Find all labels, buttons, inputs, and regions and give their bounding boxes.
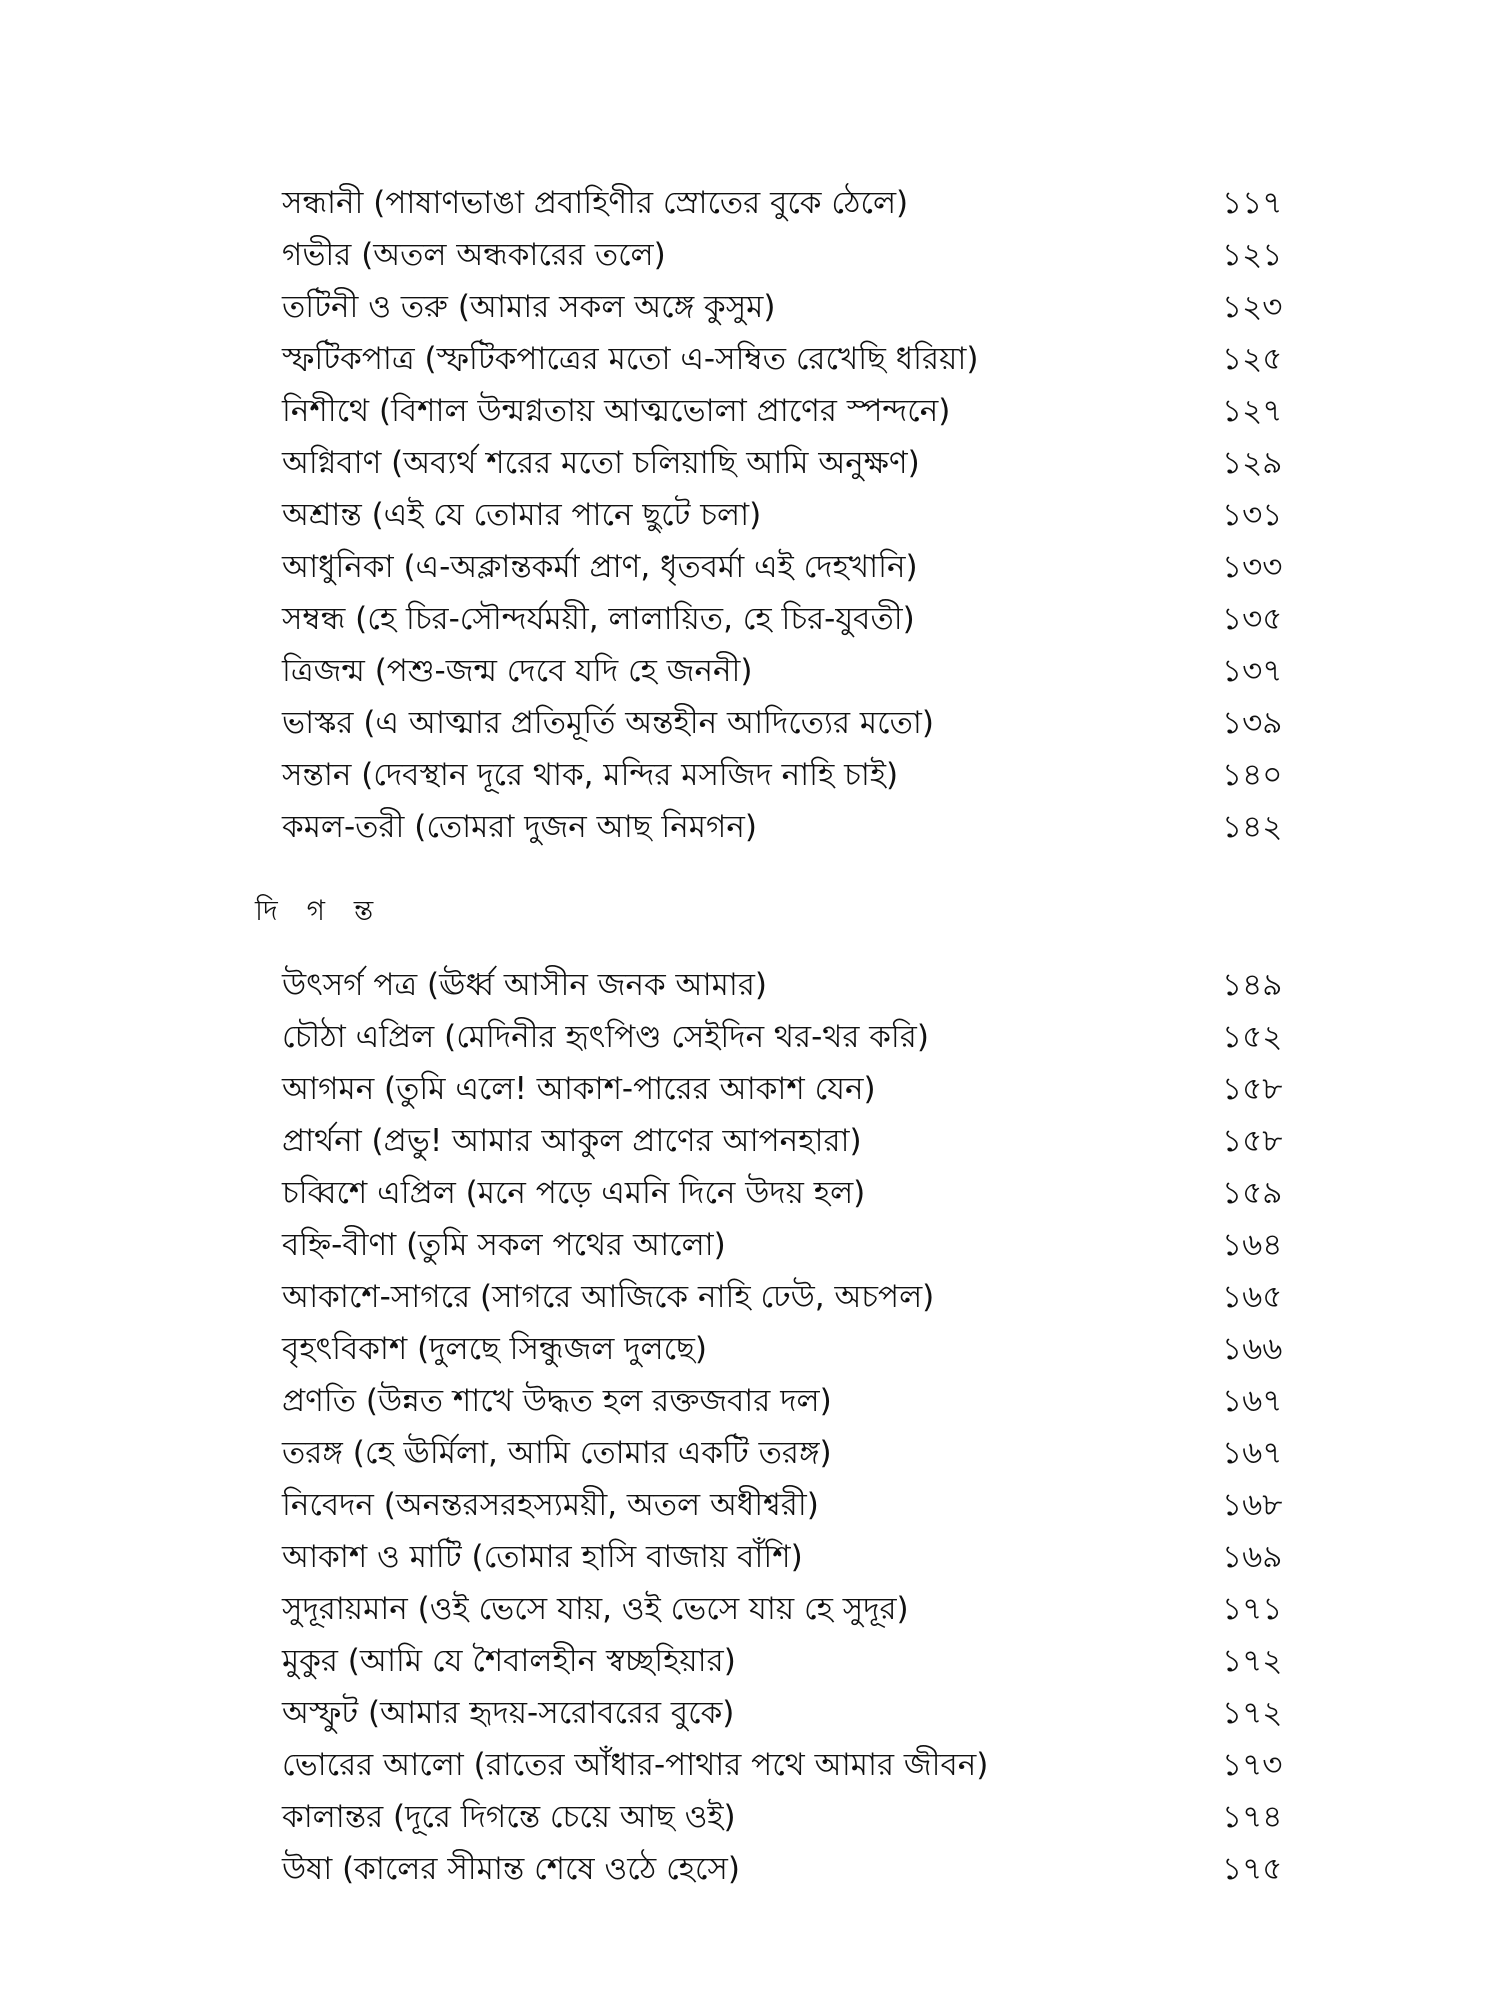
toc-entry [0,1739,1500,1791]
entry-title: আগমন (তুমি এলে! আকাশ-পারের আকাশ যেন) [282,1071,876,1107]
toc-entry [0,1531,1500,1583]
toc-entry [0,1479,1500,1531]
entry-page-number: ১৩৭ [1222,653,1283,689]
entry-title: প্রণতি (উন্নত শাখে উদ্ধত হল রক্তজবার দল) [282,1383,832,1419]
entry-page-number: ১৫৯ [1222,1175,1283,1211]
toc-entry [0,697,1500,749]
entry-title: কমল-তরী (তোমরা দুজন আছ নিমগন) [282,809,757,845]
entry-title: অস্ফুট (আমার হৃদয়-সরোবরের বুকে) [282,1695,735,1731]
entry-title: সম্বন্ধ (হে চির-সৌন্দর্যময়ী, লালায়িত, হে চির-যুবতী) [282,601,915,637]
toc-entry [0,1219,1500,1271]
entry-page-number: ১৬৮ [1222,1487,1283,1523]
entry-title: আধুনিকা (এ-অক্লান্তকর্মা প্রাণ, ধৃতবর্মা এই দেহখানি) [282,549,918,585]
entry-page-number: ১২৫ [1222,341,1283,377]
toc-section-digonto [0,959,1500,1895]
entry-page-number: ১৫২ [1222,1019,1283,1055]
entry-page-number: ১৫৮ [1222,1071,1283,1107]
toc-entry [0,1687,1500,1739]
toc-entry [0,541,1500,593]
entry-title: বৃহৎবিকাশ (দুলছে সিন্ধুজল দুলছে) [282,1331,707,1367]
entry-page-number: ১৪০ [1222,757,1283,793]
toc-entry [0,749,1500,801]
toc-entry [0,385,1500,437]
entry-page-number: ১৭৫ [1222,1851,1283,1887]
toc-section-1 [0,177,1500,853]
entry-page-number: ১৭৪ [1222,1799,1283,1835]
toc-entry [0,1115,1500,1167]
entry-title: প্রার্থনা (প্রভু! আমার আকুল প্রাণের আপনহারা) [282,1123,862,1159]
entry-page-number: ১৬৭ [1222,1435,1283,1471]
entry-title: কালান্তর (দূরে দিগন্তে চেয়ে আছ ওই) [282,1799,736,1835]
toc-entry [0,1323,1500,1375]
entry-page-number: ১৬৫ [1222,1279,1283,1315]
toc-entry [0,1635,1500,1687]
entry-page-number: ১৭১ [1222,1591,1283,1627]
toc-entry [0,1583,1500,1635]
entry-page-number: ১২৭ [1222,393,1283,429]
entry-page-number: ১৪৯ [1222,967,1283,1003]
entry-page-number: ১৪২ [1222,809,1283,845]
entry-page-number: ১৩৫ [1222,601,1283,637]
entry-title: ভোরের আলো (রাতের আঁধার-পাথার পথে আমার জীবন) [282,1747,989,1783]
entry-title: উষা (কালের সীমান্ত শেষে ওঠে হেসে) [282,1851,740,1887]
entry-page-number: ১৩৩ [1222,549,1283,585]
toc-entry [0,177,1500,229]
entry-page-number: ১৭২ [1222,1643,1283,1679]
entry-title: বহ্নি-বীণা (তুমি সকল পথের আলো) [282,1227,726,1263]
entry-title: সন্তান (দেবস্থান দূরে থাক, মন্দির মসজিদ নাহি চাই) [282,757,899,793]
toc-entry [0,437,1500,489]
entry-title: অশ্রান্ত (এই যে তোমার পানে ছুটে চলা) [282,497,762,533]
entry-page-number: ১২৯ [1222,445,1283,481]
entry-page-number: ১৩১ [1222,497,1283,533]
entry-title: অগ্নিবাণ (অব্যর্থ শরের মতো চলিয়াছি আমি অনুক্ষণ) [282,445,920,481]
toc-entry [0,1375,1500,1427]
entry-title: তটিনী ও তরু (আমার সকল অঙ্গে কুসুম) [282,289,776,325]
entry-title: আকাশ ও মাটি (তোমার হাসি বাজায় বাঁশি) [282,1539,803,1575]
toc-entry [0,1427,1500,1479]
entry-title: তরঙ্গ (হে ঊর্মিলা, আমি তোমার একটি তরঙ্গ) [282,1435,832,1471]
entry-title: আকাশে-সাগরে (সাগরে আজিকে নাহি ঢেউ, অচপল) [282,1279,935,1315]
entry-page-number: ১৭৩ [1222,1747,1283,1783]
entry-title: ভাস্কর (এ আত্মার প্রতিমূর্তি অন্তহীন আদিত্যের মতো) [282,705,934,741]
toc-entry [0,1167,1500,1219]
entry-title: মুকুর (আমি যে শৈবালহীন স্বচ্ছহিয়ার) [282,1643,736,1679]
toc-entry [0,489,1500,541]
toc-entry [0,281,1500,333]
entry-title: চব্বিশে এপ্রিল (মনে পড়ে এমনি দিনে উদয় হল) [282,1175,866,1211]
entry-page-number: ১৬৯ [1222,1539,1283,1575]
section-heading-digonto: দি গ ন্ত [255,894,384,927]
entry-title: উৎসর্গ পত্র (ঊর্ধ্ব আসীন জনক আমার) [282,967,768,1003]
toc-entry [0,1791,1500,1843]
entry-title: সন্ধানী (পাষাণভাঙা প্রবাহিণীর স্রোতের বুকে ঠেলে) [282,185,909,221]
toc-entry [0,593,1500,645]
toc-entry [0,645,1500,697]
toc-entry [0,1843,1500,1895]
entry-title: স্ফটিকপাত্র (স্ফটিকপাত্রের মতো এ-সম্বিত রেখেছি ধরিয়া) [282,341,979,377]
entry-page-number: ১৩৯ [1222,705,1283,741]
entry-page-number: ১৬৪ [1222,1227,1283,1263]
entry-title: চৌঠা এপ্রিল (মেদিনীর হৃৎপিণ্ড সেইদিন থর-থর করি) [282,1019,929,1055]
entry-page-number: ১১৭ [1222,185,1283,221]
entry-page-number: ১৬৬ [1222,1331,1283,1367]
entry-title: নিশীথে (বিশাল উন্মগ্নতায় আত্মভোলা প্রাণের স্পন্দনে) [282,393,951,429]
toc-entry [0,1271,1500,1323]
toc-entry [0,333,1500,385]
entry-page-number: ১৭২ [1222,1695,1283,1731]
entry-page-number: ১৫৮ [1222,1123,1283,1159]
toc-entry [0,1011,1500,1063]
entry-title: ত্রিজন্ম (পশু-জন্ম দেবে যদি হে জননী) [282,653,753,689]
entry-title: সুদূরায়মান (ওই ভেসে যায়, ওই ভেসে যায় হে সুদূর) [282,1591,909,1627]
entry-title: নিবেদন (অনন্তরসরহস্যময়ী, অতল অধীশ্বরী) [282,1487,819,1523]
entry-page-number: ১২১ [1222,237,1283,273]
entry-page-number: ১৬৭ [1222,1383,1283,1419]
toc-entry [0,229,1500,281]
entry-title: গভীর (অতল অন্ধকারের তলে) [282,237,666,273]
toc-entry [0,801,1500,853]
toc-entry [0,959,1500,1011]
toc-entry [0,1063,1500,1115]
entry-page-number: ১২৩ [1222,289,1283,325]
